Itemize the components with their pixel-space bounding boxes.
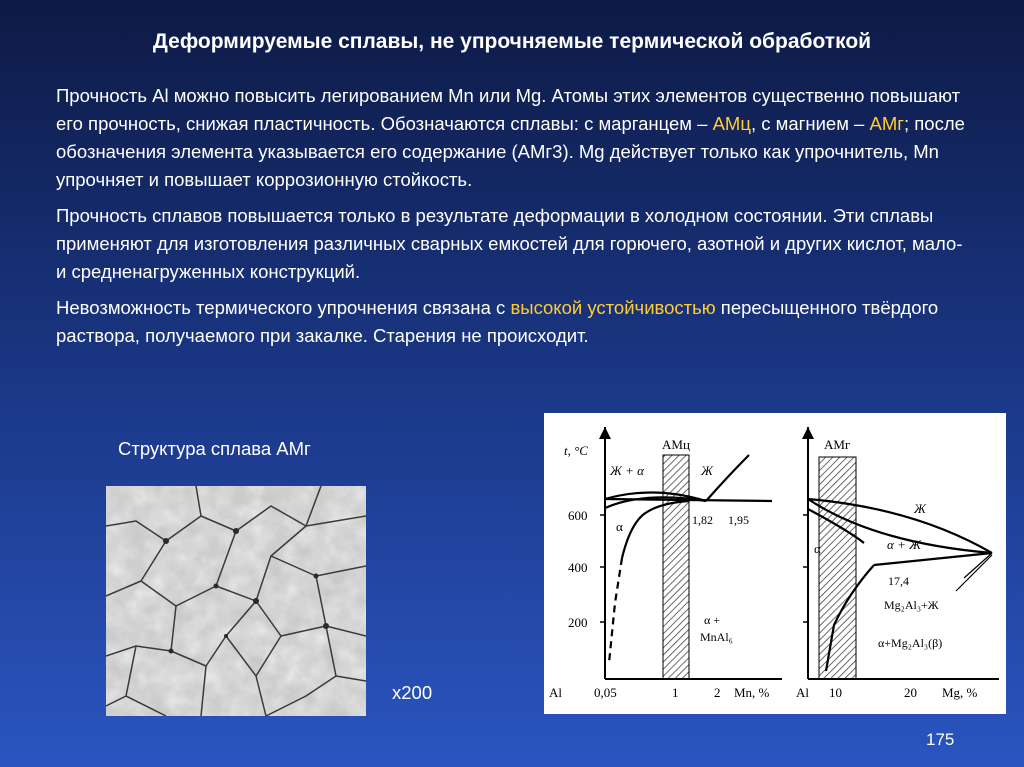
magnification-label: x200 [392,682,433,703]
left-label-liquid-alpha: Ж + α [610,463,645,478]
micrograph-caption: Структура сплава АМг [118,438,311,459]
amg-composition-band [819,457,856,679]
paragraph-3-part-b: пересыщенного твёрдого раствора, получаемого при закалке. Старения не происходит. [56,297,939,346]
left-label-two-phase-1: α + [704,613,721,627]
right-label-alpha: α [814,541,821,556]
left-x-tick-1: 1 [672,685,679,700]
phase-diagrams [544,413,1006,714]
right-label-liquid: Ж [914,501,926,516]
left-x-tick-al: Al [549,685,562,700]
alloy-amc-highlight: АМц [712,113,751,134]
paragraph-3 [56,294,976,350]
slide-title: Деформируемые сплавы, не упрочняемые термической обработкой [152,30,872,53]
paragraph-1-part-c: ; после обозначения элемента указывается его содержание (АМг3). Mg действует только как упрочнитель, Mn упрочняет и повышает коррозионную стойкость. [56,113,965,190]
paragraph-3-part-a: Невозможность термического упрочнения связана с [56,297,511,318]
right-x-tick-20: 20 [904,685,917,700]
amc-band-label: АМц [662,437,690,452]
alloy-amg-highlight: АМг [869,113,904,134]
y-tick-200: 200 [568,615,588,630]
paragraph-1-part-b: , с магнием – [750,113,870,134]
left-label-two-phase-2: MnAl₆ [700,630,733,644]
right-label-alpha-liquid: α + Ж [887,537,922,552]
paragraph-1 [56,82,976,194]
left-label-alpha: α [616,519,623,534]
right-x-axis-label: Mg, % [942,685,978,700]
paragraph-2: Прочность сплавов повышается только в результате деформации в холодном состоянии. Эти сплавы применяют для изготовления различных сварных емкостей для горючего, азотной и других кислот, мало- и средненагруженных конструкций. [56,205,963,282]
paragraph-1-part-a: Прочность Al можно повысить легированием Mn или Mg. Атомы этих элементов существенно повышают его прочность, снижая пластичность. Обозначаются сплавы: с марганцем – [56,85,961,134]
right-label-phase-beta: α+Mg₂Al₃(β) [878,636,943,650]
y-tick-600: 600 [568,508,588,523]
slide-body [56,82,976,358]
amg-band-label: АМг [824,437,851,452]
amc-composition-band [663,455,689,679]
stability-highlight: высокой устойчивостью [510,297,716,318]
left-x-tick-0-05: 0,05 [594,685,617,700]
left-x-axis-label: Mn, % [734,685,770,700]
left-label-liquid: Ж [701,463,713,478]
page-number: 175 [926,730,955,749]
right-label-point: 17,4 [888,574,909,588]
right-x-tick-10: 10 [829,685,842,700]
left-label-point-2: 1,95 [728,513,749,527]
y-tick-400: 400 [568,560,588,575]
right-x-tick-al: Al [796,685,809,700]
y-axis-label: t, °C [564,443,588,458]
micrograph-image [106,486,366,716]
left-label-point-1: 1,82 [692,513,713,527]
left-x-tick-2: 2 [714,685,721,700]
right-label-phase-liquid: Mg₂Al₃+Ж [884,598,939,612]
